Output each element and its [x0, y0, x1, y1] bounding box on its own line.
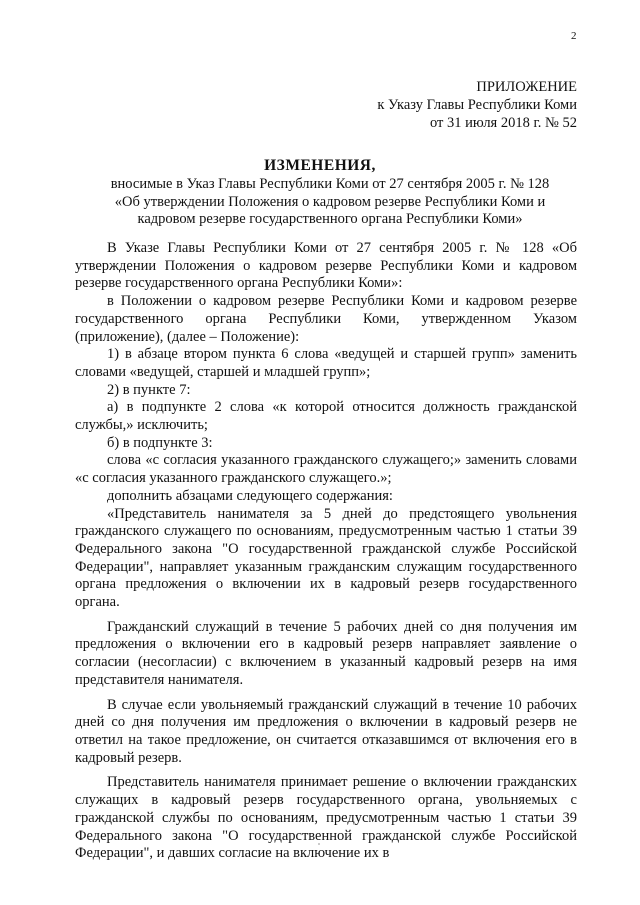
paragraph: дополнить абзацами следующего содержания:: [107, 487, 393, 504]
appendix-decree-ref: к Указу Главы Республики Коми: [377, 97, 577, 113]
document-subtitle: [70, 176, 590, 229]
paragraph: Гражданский служащий в течение 5 рабочих дней со дня получения им предложения о включении его в кадровый резерв направляет заявление о согласии (несогласии) с включением в указанный кадровый резерв на имя представителя нанимателя.: [75, 618, 577, 688]
subtitle-line-1: вносимые в Указ Главы Республики Коми от 27 сентября 2005 г. № 128: [110, 176, 550, 192]
appendix-label: ПРИЛОЖЕНИЕ: [476, 79, 577, 95]
page-number: 2: [571, 30, 577, 42]
paragraph: «Представитель нанимателя за 5 дней до предстоящего увольнения гражданского служащего по основаниям, предусмотренным частью 1 статьи 39 Федерального закона "О государственной гражданской службе Российской Федерации", направляет указанным гражданским служащим государственного органа предложения о включении их в кадровый резерв государственного органа.: [75, 505, 577, 611]
paragraph: В Указе Главы Республики Коми от 27 сентября 2005 г. № 128 «Об утверждении Положения о кадровом резерве Республики Коми и кадровом резерве государственного органа Республики Коми»:: [75, 240, 577, 292]
paragraph: а) в подпункте 2 слова «к которой относится должность гражданской службы,» исключить;: [75, 399, 577, 434]
document-body: [75, 240, 577, 863]
subtitle-line-3: кадровом резерве государственного органа Республики Коми»: [137, 211, 523, 227]
paragraph: б) в подпункте 3:: [107, 434, 213, 451]
paragraph: в Положении о кадровом резерве Республики Коми и кадровом резерве государственного органа Республики Коми, утвержденном Указом (приложение), (далее – Положение):: [75, 293, 577, 345]
paragraph: 2) в пункте 7:: [107, 381, 191, 398]
paragraph: слова «с согласия указанного гражданского служащего;» заменить словами «с согласия указанного гражданского служащего.»;: [75, 452, 577, 487]
paragraph: 1) в абзаце втором пункта 6 слова «ведущей и старшей групп» заменить словами «ведущей, старшей и младшей групп»;: [75, 346, 577, 380]
document-title: ИЗМЕНЕНИЯ,: [264, 157, 376, 174]
paragraph: Представитель нанимателя принимает решение о включении гражданских служащих в кадровый резерв государственного органа, увольняемых с гражданской службы по основаниям, предусмотренным частью 1 статьи 39 Федерального закона "О государственной гражданской службе Российской Федерации", и давших согласие на включение их в: [75, 774, 577, 862]
scan-dot: [318, 843, 320, 845]
subtitle-line-2: «Об утверждении Положения о кадровом резерве Республики Коми и: [114, 193, 546, 210]
paragraph: В случае если увольняемый гражданский служащий в течение 10 рабочих дней со дня получения им предложения о включении в кадровый резерв не ответил на такое предложение, он считается отказавшимся от включения его в кадровый резерв.: [75, 696, 577, 766]
appendix-header: [377, 78, 577, 132]
appendix-date: от 31 июля 2018 г. № 52: [429, 115, 577, 131]
